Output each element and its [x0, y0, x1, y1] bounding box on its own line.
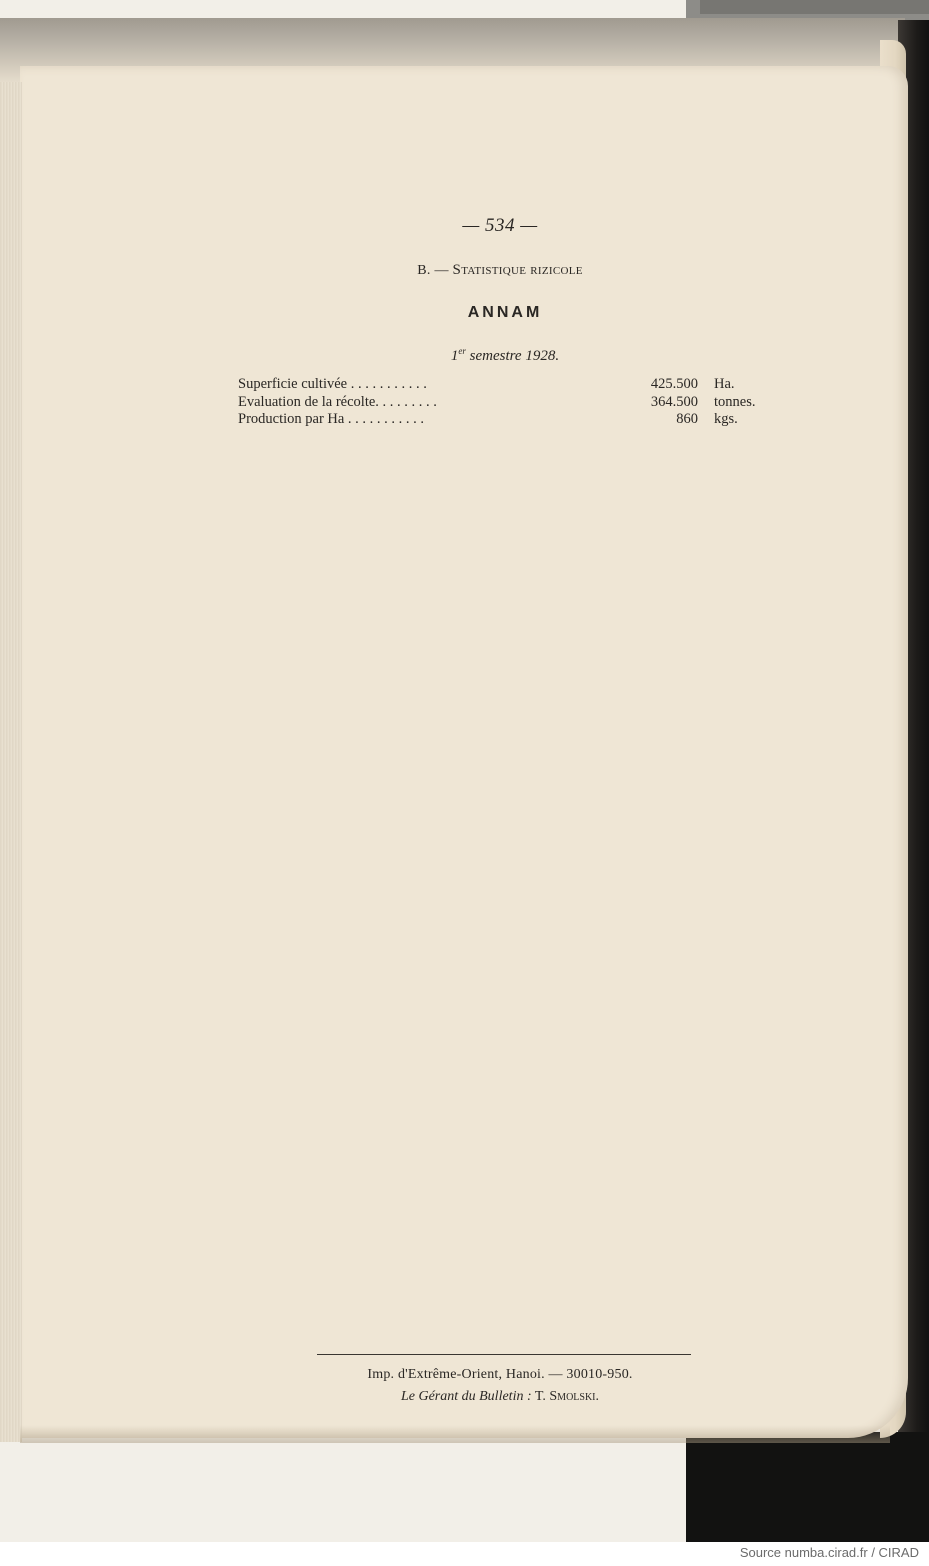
period-rest: semestre 1928.: [465, 348, 560, 364]
footer-rule: [317, 1354, 691, 1355]
stats-unit: kgs.: [714, 411, 738, 427]
stats-row: [238, 376, 798, 394]
printer-imprint: Imp. d'Extrême-Orient, Hanoi. — 30010-950.: [367, 1367, 633, 1382]
book-cover-inner: [700, 0, 929, 14]
statistics-table: [238, 376, 798, 429]
period-ordinal-sup: er: [458, 346, 466, 356]
stats-row: [238, 394, 798, 412]
manager-label: Le Gérant du Bulletin :: [400, 1389, 532, 1404]
manager-name: T. Smolski.: [531, 1389, 600, 1404]
stats-row: [238, 411, 798, 429]
book-spine-bottom: [686, 1432, 929, 1542]
stats-unit: Ha.: [714, 376, 735, 392]
stats-label: Superficie cultivée . . . . . . . . . . .: [238, 376, 427, 392]
section-title: Statistique rizicole: [452, 262, 583, 278]
section-heading: [330, 262, 670, 279]
stats-value: 860: [676, 411, 698, 427]
manager-line: [300, 1389, 700, 1405]
page-stack-left-edge: [0, 82, 22, 1442]
stats-label: Evaluation de la récolte. . . . . . . . .: [238, 393, 437, 410]
stats-label: Production par Ha . . . . . . . . . . .: [238, 411, 425, 427]
period-ordinal: 1: [450, 348, 459, 364]
period-heading: [400, 346, 610, 365]
page-number: — 534 —: [462, 215, 538, 236]
page-bottom-shadow: [20, 1425, 890, 1443]
stats-value: 364.500: [650, 393, 698, 410]
stats-value: 425.500: [650, 376, 698, 392]
source-credit: Source numba.cirad.fr / CIRAD: [739, 1545, 919, 1560]
section-prefix: B. —: [417, 263, 453, 278]
region-title: ANNAM: [467, 304, 543, 321]
stats-unit: tonnes.: [714, 393, 756, 410]
